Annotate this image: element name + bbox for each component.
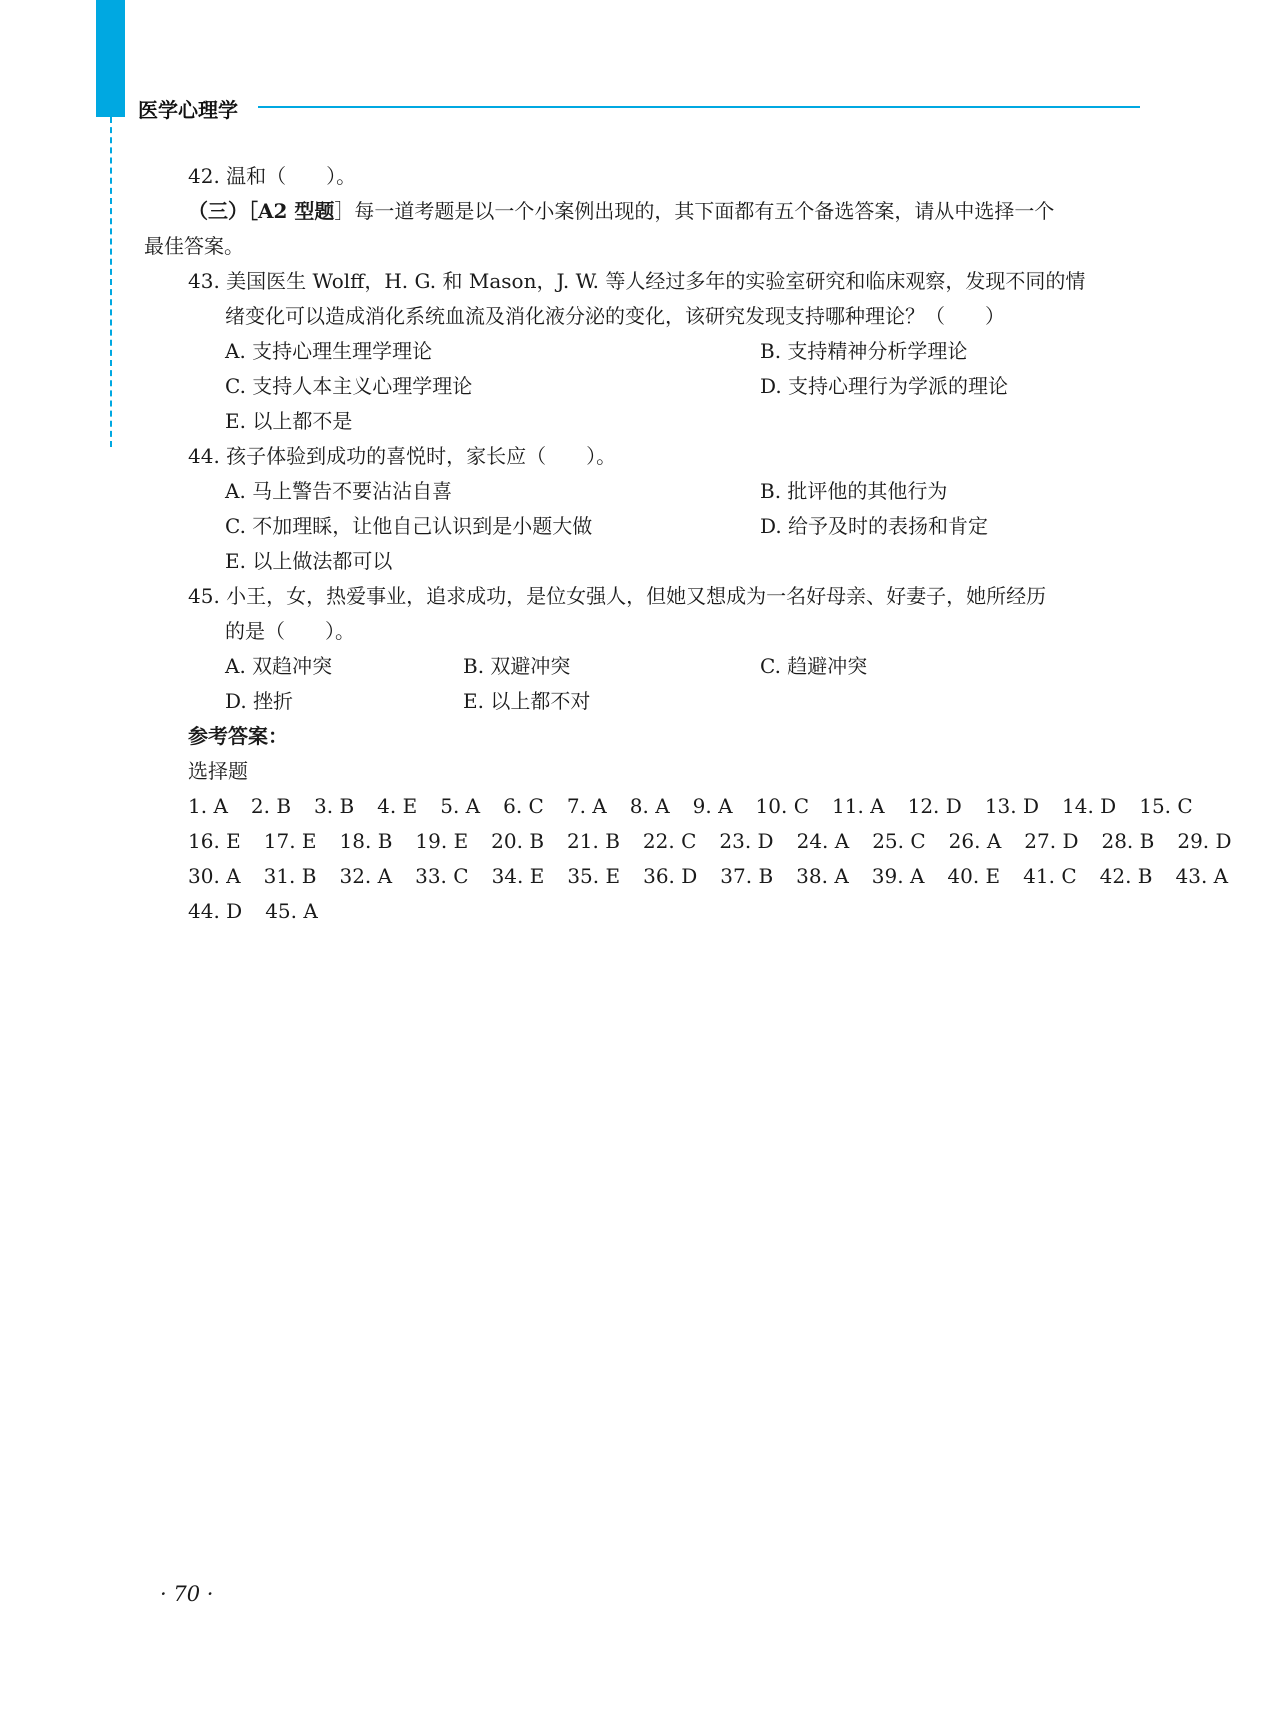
q43-option-b: B. 支持精神分析学理论 <box>760 339 968 363</box>
answer-item: 42. B <box>1099 864 1153 888</box>
header-rule <box>258 106 1140 108</box>
answer-row <box>188 827 1255 855</box>
question-43-stem-cont: 绪变化可以造成消化系统血流及消化液分泌的变化，该研究发现支持哪种理论？（ ） <box>225 304 1005 328</box>
question-44-stem: 44. 孩子体验到成功的喜悦时，家长应（ ）。 <box>188 444 617 468</box>
answer-item: 32. A <box>339 864 393 888</box>
answer-item: 22. C <box>642 829 697 853</box>
answer-item: 44. D <box>188 899 243 923</box>
answer-item: 30. A <box>188 864 241 888</box>
answer-item: 39. A <box>871 864 925 888</box>
q45-option-e: E. 以上都不对 <box>463 689 591 713</box>
answer-item: 36. D <box>643 864 698 888</box>
answer-item: 19. E <box>415 829 469 853</box>
answer-item: 29. D <box>1177 829 1232 853</box>
answer-item: 1. A <box>188 794 228 818</box>
answers-subheading: 选择题 <box>188 759 248 783</box>
question-42: 42. 温和（ ）。 <box>188 164 357 188</box>
answer-item: 41. C <box>1023 864 1077 888</box>
q45-option-c: C. 趋避冲突 <box>760 654 868 678</box>
margin-dashed-line <box>110 117 112 447</box>
answer-item: 45. A <box>265 899 318 923</box>
answer-item: 24. A <box>796 829 850 853</box>
section-heading <box>188 197 1138 225</box>
answer-item: 43. A <box>1175 864 1229 888</box>
answer-row <box>188 897 341 925</box>
answer-item: 28. B <box>1101 829 1155 853</box>
question-43-stem: 43. 美国医生 Wolff，H. G. 和 Mason，J. W. 等人经过多年的实验室研究和临床观察，发现不同的情 <box>188 269 1086 293</box>
answer-item: 25. C <box>872 829 926 853</box>
q43-option-a: A. 支持心理生理学理论 <box>225 339 433 363</box>
question-45-stem: 45. 小王，女，热爱事业，追求成功，是位女强人，但她又想成为一名好母亲、好妻子，她所经历 <box>188 584 1047 608</box>
answer-item: 12. D <box>907 794 962 818</box>
answer-item: 3. B <box>314 794 355 818</box>
answer-item: 8. A <box>629 794 670 818</box>
answer-item: 7. A <box>566 794 607 818</box>
answer-item: 4. E <box>377 794 418 818</box>
answer-item: 20. B <box>491 829 545 853</box>
answer-item: 34. E <box>491 864 545 888</box>
answer-item: 33. C <box>415 864 469 888</box>
answer-item: 15. C <box>1139 794 1193 818</box>
answer-item: 27. D <box>1024 829 1079 853</box>
answer-item: 18. B <box>339 829 393 853</box>
q45-option-b: B. 双避冲突 <box>463 654 571 678</box>
section-instructions-cont: 最佳答案。 <box>144 234 244 258</box>
q43-option-e: E. 以上都不是 <box>225 409 353 433</box>
answer-item: 16. E <box>188 829 241 853</box>
answer-item: 23. D <box>719 829 774 853</box>
answer-item: 31. B <box>263 864 317 888</box>
answer-item: 17. E <box>263 829 317 853</box>
q45-option-a: A. 双趋冲突 <box>225 654 333 678</box>
q43-option-d: D. 支持心理行为学派的理论 <box>760 374 1009 398</box>
answer-item: 35. E <box>567 864 621 888</box>
section-tag: A2 型题 <box>258 199 335 223</box>
q44-option-a: A. 马上警告不要沾沾自喜 <box>225 479 453 503</box>
section-prefix: （三）［ <box>188 199 258 223</box>
answer-item: 9. A <box>692 794 733 818</box>
q44-option-c: C. 不加理睬，让他自己认识到是小题大做 <box>225 514 593 538</box>
header-accent-bar <box>96 0 125 117</box>
answer-row <box>188 792 1216 820</box>
answer-item: 40. E <box>947 864 1001 888</box>
answer-item: 26. A <box>948 829 1002 853</box>
page-number: · 70 · <box>160 1582 214 1606</box>
answer-row <box>188 862 1251 890</box>
answer-item: 11. A <box>832 794 885 818</box>
answer-item: 6. C <box>503 794 544 818</box>
q44-option-e: E. 以上做法都可以 <box>225 549 393 573</box>
question-45-stem-cont: 的是（ ）。 <box>225 619 355 643</box>
answer-item: 13. D <box>984 794 1040 818</box>
q43-option-c: C. 支持人本主义心理学理论 <box>225 374 473 398</box>
q44-option-d: D. 给予及时的表扬和肯定 <box>760 514 989 538</box>
answer-item: 21. B <box>567 829 620 853</box>
answer-item: 14. D <box>1062 794 1117 818</box>
answer-item: 38. A <box>796 864 849 888</box>
answers-heading: 参考答案： <box>188 724 288 748</box>
q45-option-d: D. 挫折 <box>225 689 294 713</box>
running-header-title: 医学心理学 <box>138 98 238 122</box>
answer-item: 37. B <box>720 864 774 888</box>
answer-item: 2. B <box>250 794 292 818</box>
answer-item: 10. C <box>755 794 809 818</box>
section-instructions: ］每一道考题是以一个小案例出现的，其下面都有五个备选答案，请从中选择一个 <box>334 199 1055 223</box>
q44-option-b: B. 批评他的其他行为 <box>760 479 948 503</box>
answer-item: 5. A <box>440 794 481 818</box>
